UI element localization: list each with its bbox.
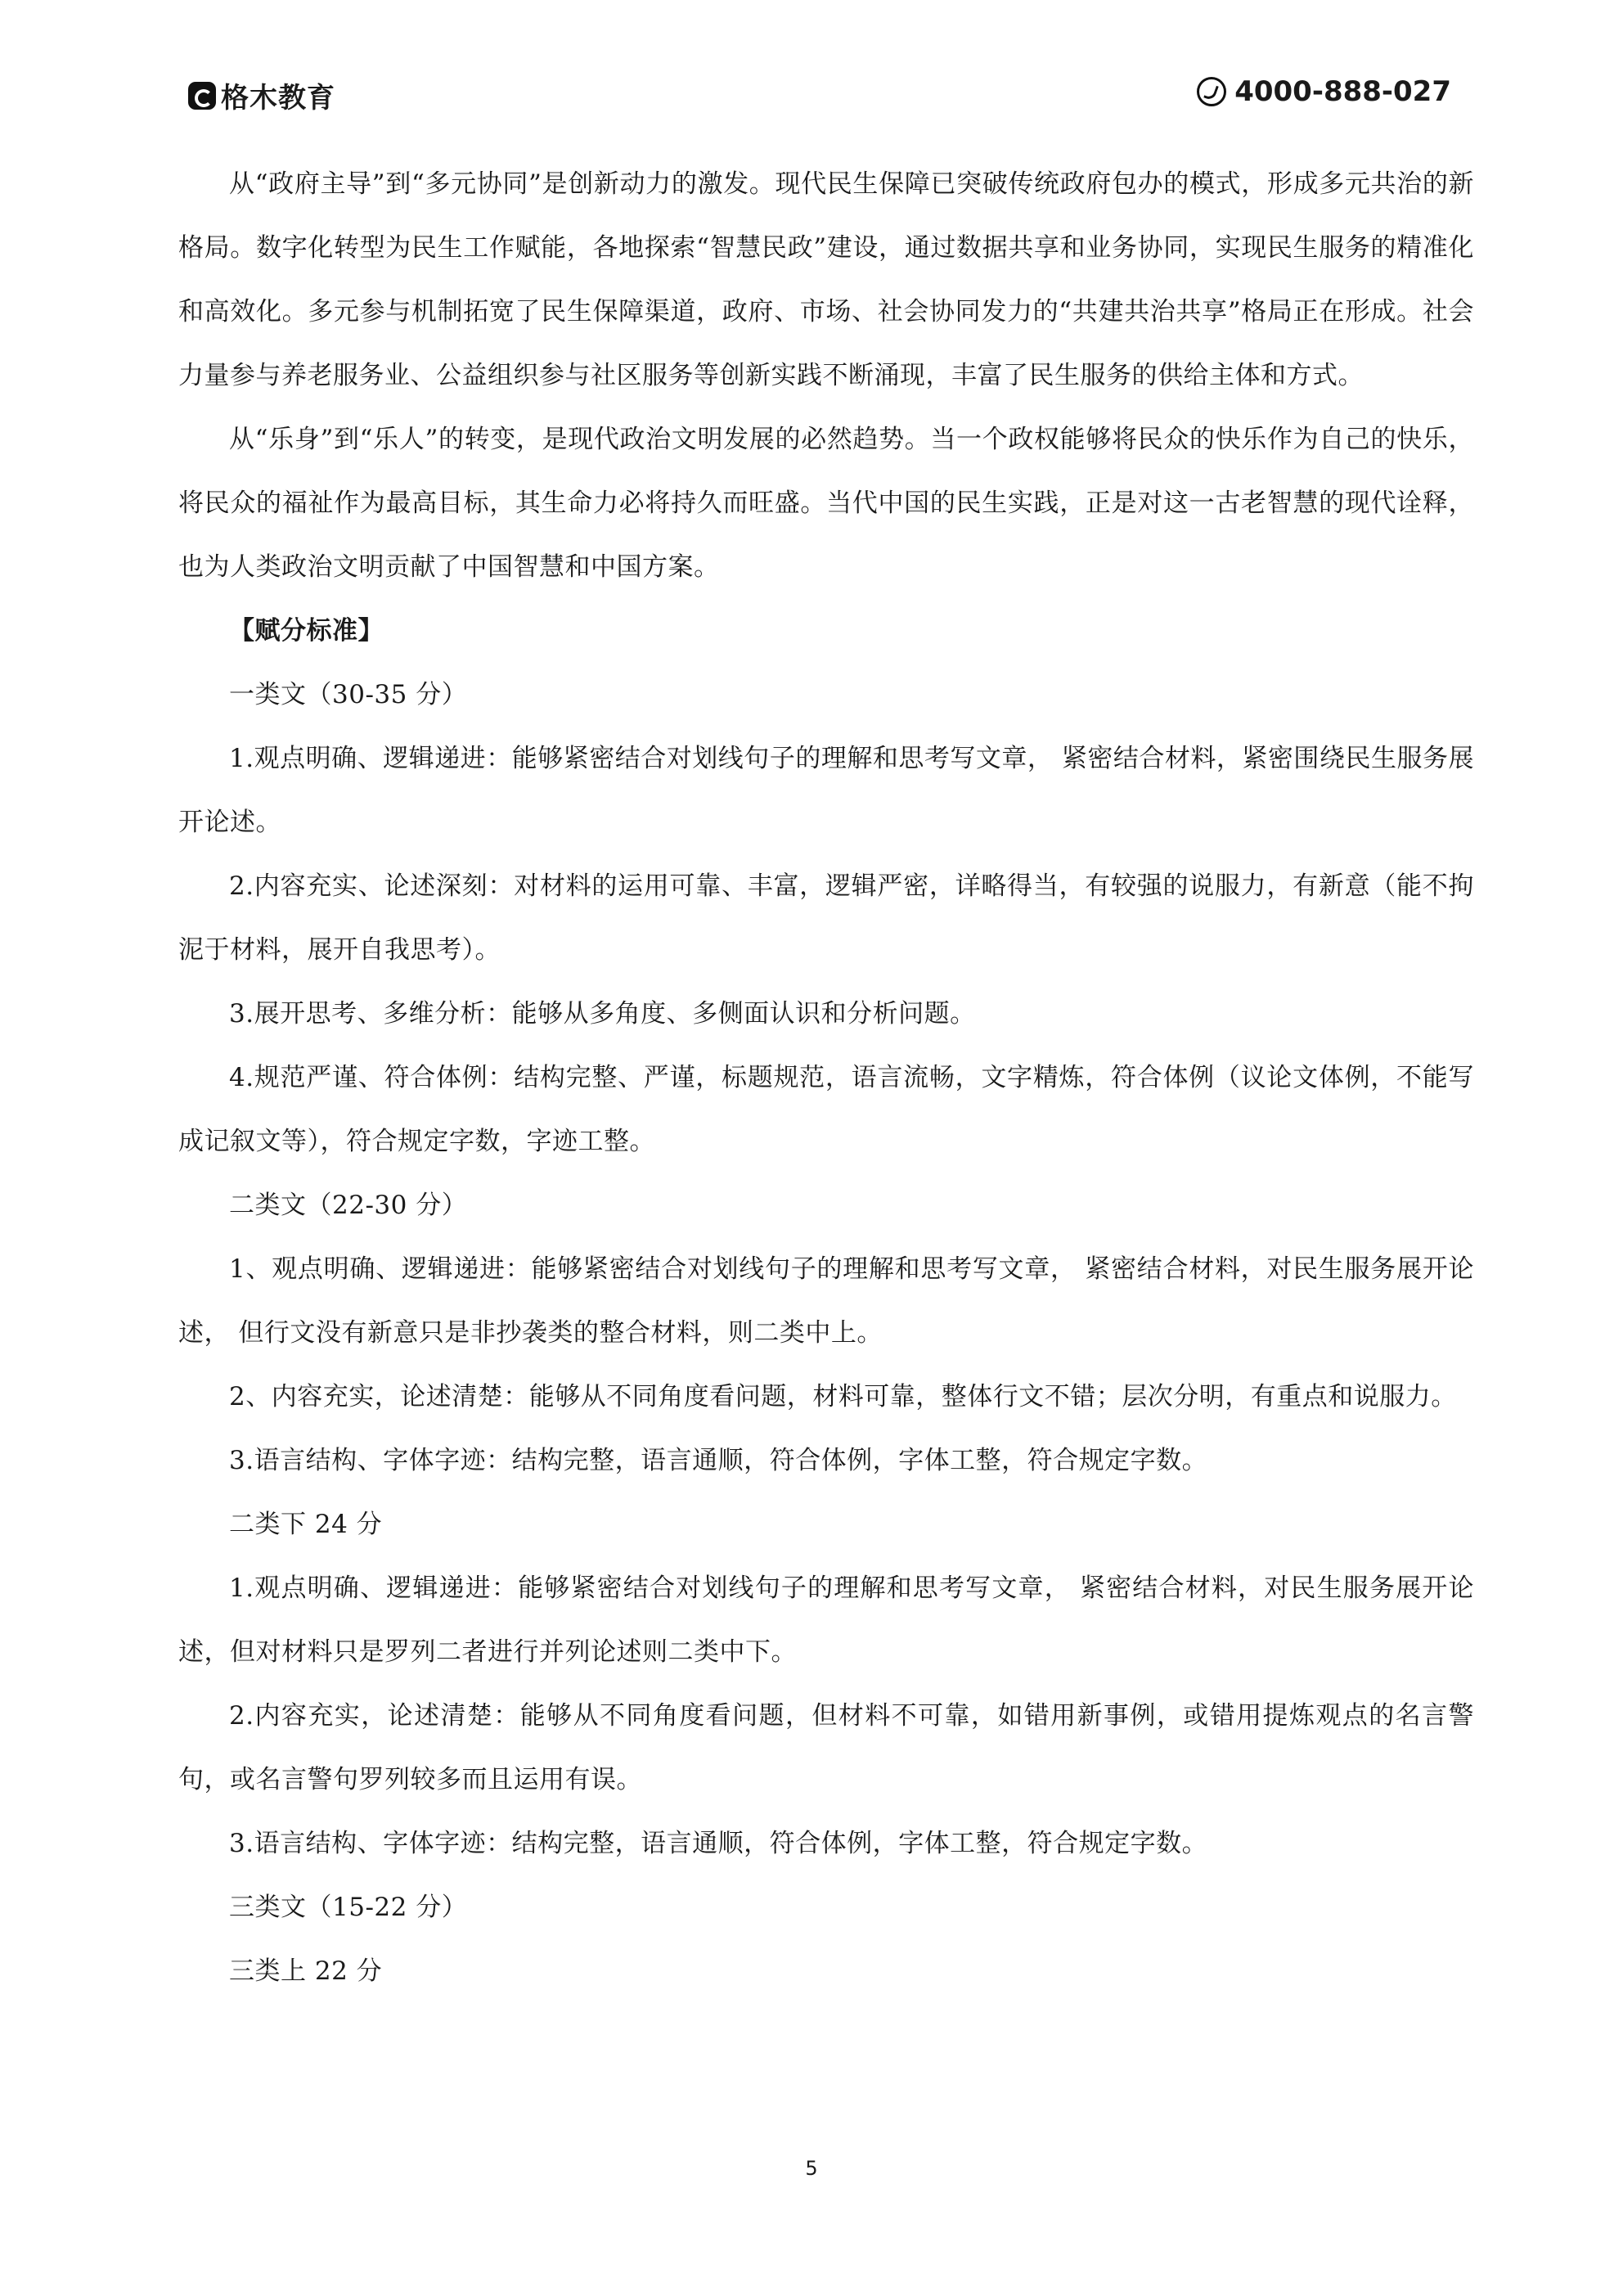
criterion: 3.展开思考、多维分析：能够从多角度、多侧面认识和分析问题。 [229, 999, 976, 1029]
criterion: 1、观点明确、逻辑递进：能够紧密结合对划线句子的理解和思考写文章， 紧密结合材料，对民生服务展开论述， 但行文没有新意只是非抄袭类的整合材料，则二类中上。 [178, 1254, 1474, 1348]
page-number: 5 [805, 2157, 818, 2180]
logo-icon [188, 82, 216, 110]
criterion: 3.语言结构、字体字迹：结构完整，语言通顺，符合体例，字体工整，符合规定字数。 [229, 1829, 1208, 1858]
criterion: 3.语言结构、字体字迹：结构完整，语言通顺，符合体例，字体工整，符合规定字数。 [229, 1446, 1208, 1475]
brand-logo [188, 75, 335, 115]
phone-contact [1197, 75, 1451, 108]
criterion: 4.规范严谨、符合体例：结构完整、严谨，标题规范，语言流畅，文字精炼，符合体例（议论文体例，不能写成记叙文等），符合规定字数，字迹工整。 [178, 1063, 1474, 1156]
criterion: 2、内容充实，论述清楚：能够从不同角度看问题，材料可靠，整体行文不错；层次分明，有重点和说服力。 [229, 1382, 1457, 1411]
logo-text: 格木教育 [221, 82, 335, 115]
grade-heading: 三类上 22 分 [229, 1956, 383, 1986]
grade-heading: 三类文（15-22 分） [229, 1893, 468, 1922]
section-heading: 【赋分标准】 [229, 616, 384, 646]
grade-heading: 二类下 24 分 [229, 1510, 383, 1539]
grade-heading: 二类文（22-30 分） [229, 1191, 468, 1220]
grade-heading: 一类文（30-35 分） [229, 680, 468, 709]
paragraph: 从“乐身”到“乐人”的转变，是现代政治文明发展的必然趋势。当一个政权能够将民众的快乐作为自己的快乐，将民众的福祉作为最高目标，其生命力必将持久而旺盛。当代中国的民生实践，正是对这一古老智慧的现代诠释，也为人类政治文明贡献了中国智慧和中国方案。 [178, 425, 1474, 582]
criterion: 1.观点明确、逻辑递进：能够紧密结合对划线句子的理解和思考写文章， 紧密结合材料，对民生服务展开论述，但对材料只是罗列二者进行并列论述则二类中下。 [178, 1573, 1474, 1667]
criterion: 2.内容充实、论述深刻：对材料的运用可靠、丰富，逻辑严密，详略得当，有较强的说服力，有新意（能不拘泥于材料，展开自我思考）。 [178, 871, 1474, 965]
criterion: 2.内容充实，论述清楚：能够从不同角度看问题，但材料不可靠，如错用新事例，或错用提炼观点的名言警句，或名言警句罗列较多而且运用有误。 [178, 1701, 1474, 1794]
phone-number: 4000-888-027 [1234, 75, 1451, 108]
page-header [188, 75, 1451, 113]
phone-icon [1197, 77, 1226, 106]
paragraph: 从“政府主导”到“多元协同”是创新动力的激发。现代民生保障已突破传统政府包办的模式，形成多元共治的新格局。数字化转型为民生工作赋能，各地探索“智慧民政”建设，通过数据共享和业务协同，实现民生服务的精准化和高效化。多元参与机制拓宽了民生保障渠道，政府、市场、社会协同发力的“共建共治共享”格局正在形成。社会力量参与养老服务业、公益组织参与社区服务等创新实践不断涌现，丰富了民生服务的供给主体和方式。 [178, 169, 1474, 390]
document-body [178, 152, 1474, 2003]
criterion: 1.观点明确、逻辑递进：能够紧密结合对划线句子的理解和思考写文章， 紧密结合材料，紧密围绕民生服务展开论述。 [178, 744, 1474, 837]
